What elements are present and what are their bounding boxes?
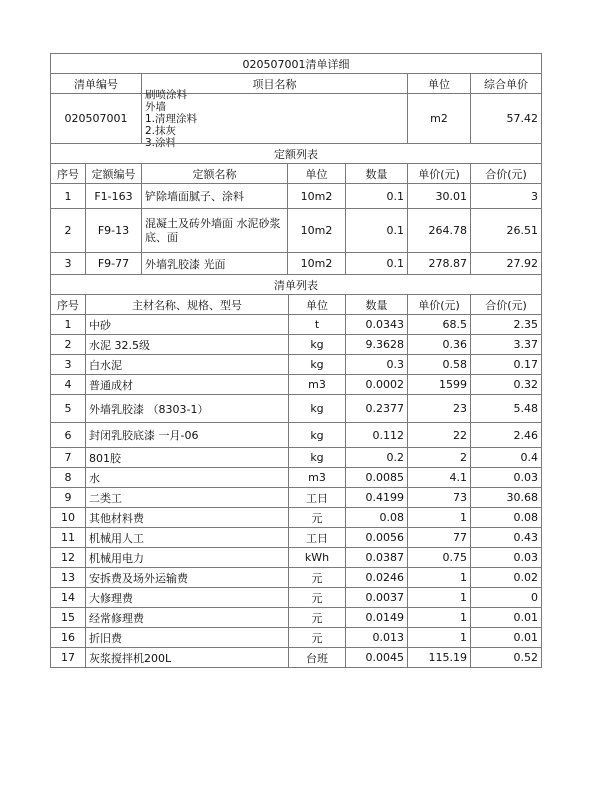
table-row	[51, 395, 542, 423]
quota-no: 3	[51, 253, 86, 275]
material-unit: kg	[289, 395, 346, 423]
material-no: 7	[51, 448, 86, 468]
material-name: 801胶	[86, 448, 289, 468]
quota-name: 铲除墙面腻子、涂料	[142, 184, 288, 209]
quota-unit: 10m2	[288, 253, 346, 275]
table-row	[51, 648, 542, 668]
table-row	[51, 548, 542, 568]
quota-header-name: 定额名称	[142, 164, 288, 184]
material-qty: 0.0387	[346, 548, 408, 568]
table-row	[51, 528, 542, 548]
table-row	[51, 448, 542, 468]
header-item-price: 综合单价	[471, 74, 542, 94]
material-unit: 台班	[289, 648, 346, 668]
item-description-line: 3.涂料	[145, 136, 177, 149]
material-price: 1599	[408, 375, 471, 395]
material-no: 3	[51, 355, 86, 375]
material-unit: 元	[289, 568, 346, 588]
quota-total: 27.92	[471, 253, 542, 275]
material-name: 二类工	[86, 488, 289, 508]
item-description-line: 刷喷涂料	[145, 88, 187, 101]
material-price: 2	[408, 448, 471, 468]
table-row	[51, 375, 542, 395]
material-name: 灰浆搅拌机200L	[86, 648, 289, 668]
table-row	[51, 184, 542, 209]
material-qty: 0.0246	[346, 568, 408, 588]
item-description-line: 2.抹灰	[145, 124, 177, 137]
quota-header-no: 序号	[51, 164, 86, 184]
quota-name: 外墙乳胶漆 光面	[142, 253, 288, 275]
material-qty: 0.4199	[346, 488, 408, 508]
material-price: 1	[408, 508, 471, 528]
item-description-line: 1.清理涂料	[145, 112, 198, 125]
material-price: 1	[408, 608, 471, 628]
material-total: 0.32	[471, 375, 542, 395]
page-title: 020507001清单详细	[51, 54, 542, 74]
material-name: 白水泥	[86, 355, 289, 375]
material-no: 8	[51, 468, 86, 488]
material-unit: 工日	[289, 528, 346, 548]
table-row	[51, 355, 542, 375]
material-price: 0.58	[408, 355, 471, 375]
material-unit: kg	[289, 355, 346, 375]
material-no: 10	[51, 508, 86, 528]
quota-code: F1-163	[86, 184, 142, 209]
table-row	[51, 608, 542, 628]
material-total: 5.48	[471, 395, 542, 423]
quota-header-price: 单价(元)	[408, 164, 471, 184]
material-qty: 0.0149	[346, 608, 408, 628]
material-total: 0	[471, 588, 542, 608]
material-name: 安拆费及场外运输费	[86, 568, 289, 588]
material-qty: 0.013	[346, 628, 408, 648]
material-total: 0.03	[471, 468, 542, 488]
quota-no: 1	[51, 184, 86, 209]
table-row	[51, 508, 542, 528]
quota-qty: 0.1	[346, 209, 408, 253]
material-total: 30.68	[471, 488, 542, 508]
material-qty: 0.112	[346, 423, 408, 448]
material-qty: 0.0045	[346, 648, 408, 668]
material-unit: kg	[289, 335, 346, 355]
material-price: 4.1	[408, 468, 471, 488]
material-price: 23	[408, 395, 471, 423]
material-no: 9	[51, 488, 86, 508]
table-row	[51, 468, 542, 488]
material-name: 外墙乳胶漆 （8303-1）	[86, 395, 289, 423]
quota-header-code: 定额编号	[86, 164, 142, 184]
quota-price: 278.87	[408, 253, 471, 275]
material-unit: t	[289, 315, 346, 335]
table-row	[51, 488, 542, 508]
material-total: 0.03	[471, 548, 542, 568]
table-row	[51, 588, 542, 608]
material-unit: 元	[289, 628, 346, 648]
material-qty: 9.3628	[346, 335, 408, 355]
material-total: 2.35	[471, 315, 542, 335]
quota-total: 3	[471, 184, 542, 209]
material-total: 2.46	[471, 423, 542, 448]
table-row	[51, 628, 542, 648]
item-code: 020507001	[51, 94, 142, 144]
material-unit: kWh	[289, 548, 346, 568]
material-header-unit: 单位	[289, 295, 346, 315]
quota-price: 264.78	[408, 209, 471, 253]
item-unit: m2	[408, 94, 471, 144]
material-price: 68.5	[408, 315, 471, 335]
quota-header-unit: 单位	[288, 164, 346, 184]
material-no: 5	[51, 395, 86, 423]
item-description	[142, 88, 408, 149]
table-row	[51, 423, 542, 448]
header-item-name: 项目名称	[142, 74, 408, 94]
quota-price: 30.01	[408, 184, 471, 209]
material-name: 水泥 32.5级	[86, 335, 289, 355]
material-total: 3.37	[471, 335, 542, 355]
material-no: 1	[51, 315, 86, 335]
material-no: 15	[51, 608, 86, 628]
quota-no: 2	[51, 209, 86, 253]
material-price: 1	[408, 588, 471, 608]
material-qty: 0.0343	[346, 315, 408, 335]
material-total: 0.01	[471, 628, 542, 648]
material-no: 16	[51, 628, 86, 648]
material-name: 中砂	[86, 315, 289, 335]
header-item-code: 清单编号	[51, 74, 142, 94]
quota-section-title: 定额列表	[51, 144, 542, 164]
material-name: 折旧费	[86, 628, 289, 648]
quota-table	[50, 143, 542, 275]
material-price: 73	[408, 488, 471, 508]
table-row	[51, 315, 542, 335]
material-price: 115.19	[408, 648, 471, 668]
material-no: 12	[51, 548, 86, 568]
material-name: 经常修理费	[86, 608, 289, 628]
material-section-title: 清单列表	[51, 275, 542, 295]
item-price: 57.42	[471, 94, 542, 144]
table-row	[51, 335, 542, 355]
material-no: 17	[51, 648, 86, 668]
material-header-total: 合价(元)	[471, 295, 542, 315]
quota-qty: 0.1	[346, 184, 408, 209]
material-header-no: 序号	[51, 295, 86, 315]
material-total: 0.02	[471, 568, 542, 588]
material-name: 机械用电力	[86, 548, 289, 568]
material-price: 1	[408, 568, 471, 588]
material-total: 0.08	[471, 508, 542, 528]
table-row	[51, 568, 542, 588]
material-unit: kg	[289, 423, 346, 448]
material-name: 大修理费	[86, 588, 289, 608]
material-unit: 元	[289, 508, 346, 528]
quota-name: 混凝土及砖外墙面 水泥砂浆底、面	[142, 209, 288, 253]
material-qty: 0.0085	[346, 468, 408, 488]
material-no: 2	[51, 335, 86, 355]
material-qty: 0.3	[346, 355, 408, 375]
material-table	[50, 274, 542, 668]
quota-code: F9-13	[86, 209, 142, 253]
material-name: 封闭乳胶底漆 一月-06	[86, 423, 289, 448]
material-name: 其他材料费	[86, 508, 289, 528]
material-unit: 元	[289, 608, 346, 628]
material-no: 13	[51, 568, 86, 588]
material-qty: 0.0037	[346, 588, 408, 608]
quota-header-qty: 数量	[346, 164, 408, 184]
material-qty: 0.0056	[346, 528, 408, 548]
table-row	[51, 253, 542, 275]
material-header-name: 主材名称、规格、型号	[86, 295, 289, 315]
material-qty: 0.0002	[346, 375, 408, 395]
material-price: 22	[408, 423, 471, 448]
item-table	[50, 53, 542, 149]
material-no: 11	[51, 528, 86, 548]
material-unit: m3	[289, 468, 346, 488]
material-qty: 0.08	[346, 508, 408, 528]
material-price: 1	[408, 628, 471, 648]
material-name: 普通成材	[86, 375, 289, 395]
material-no: 6	[51, 423, 86, 448]
quota-total: 26.51	[471, 209, 542, 253]
material-unit: m3	[289, 375, 346, 395]
item-description-line: 外墙	[145, 100, 166, 113]
material-qty: 0.2377	[346, 395, 408, 423]
quota-unit: 10m2	[288, 209, 346, 253]
material-total: 0.4	[471, 448, 542, 468]
material-rows	[51, 315, 542, 668]
material-no: 14	[51, 588, 86, 608]
material-price: 77	[408, 528, 471, 548]
material-name: 水	[86, 468, 289, 488]
quota-header-total: 合价(元)	[471, 164, 542, 184]
material-total: 0.17	[471, 355, 542, 375]
quota-unit: 10m2	[288, 184, 346, 209]
material-price: 0.36	[408, 335, 471, 355]
table-row	[51, 209, 542, 253]
material-no: 4	[51, 375, 86, 395]
material-price: 0.75	[408, 548, 471, 568]
material-unit: 元	[289, 588, 346, 608]
header-item-unit: 单位	[408, 74, 471, 94]
material-header-qty: 数量	[346, 295, 408, 315]
material-header-price: 单价(元)	[408, 295, 471, 315]
material-name: 机械用人工	[86, 528, 289, 548]
material-total: 0.52	[471, 648, 542, 668]
quota-qty: 0.1	[346, 253, 408, 275]
material-unit: 工日	[289, 488, 346, 508]
material-unit: kg	[289, 448, 346, 468]
material-total: 0.43	[471, 528, 542, 548]
quota-code: F9-77	[86, 253, 142, 275]
material-total: 0.01	[471, 608, 542, 628]
material-qty: 0.2	[346, 448, 408, 468]
